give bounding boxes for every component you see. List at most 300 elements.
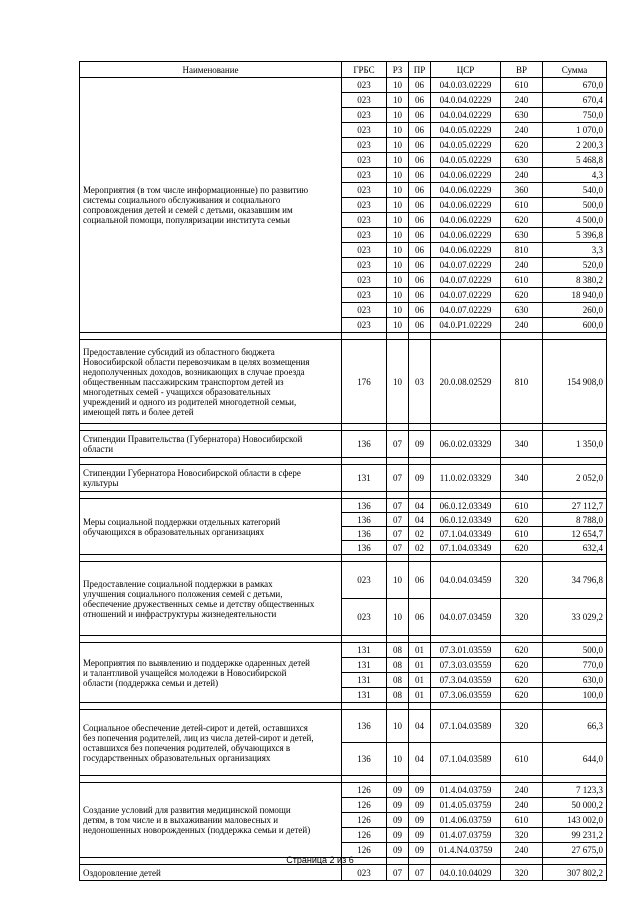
grbs-cell: 126 [342, 843, 387, 858]
separator-cell [409, 776, 431, 783]
separator-cell [431, 333, 501, 340]
separator-cell [501, 458, 543, 465]
sum-cell: 307 802,2 [543, 865, 607, 881]
rz-cell: 10 [387, 183, 409, 198]
vr-cell: 620 [501, 288, 543, 303]
pr-cell: 06 [409, 318, 431, 333]
csr-cell: 07.1.04.03589 [431, 743, 501, 776]
vr-cell: 240 [501, 798, 543, 813]
separator-cell [501, 776, 543, 783]
grbs-cell: 023 [342, 108, 387, 123]
rz-cell: 09 [387, 828, 409, 843]
grbs-cell: 023 [342, 258, 387, 273]
grbs-cell: 131 [342, 643, 387, 658]
grbs-cell: 176 [342, 340, 387, 424]
csr-cell: 04.0.04.03459 [431, 562, 501, 599]
pr-cell: 06 [409, 562, 431, 599]
rz-cell: 10 [387, 243, 409, 258]
pr-cell: 06 [409, 273, 431, 288]
grbs-cell: 023 [342, 228, 387, 243]
pr-cell: 01 [409, 673, 431, 688]
group-separator [80, 555, 607, 562]
rz-cell: 10 [387, 273, 409, 288]
grbs-cell: 126 [342, 798, 387, 813]
sum-cell: 8 788,0 [543, 513, 607, 527]
csr-cell: 04.0.06.02229 [431, 243, 501, 258]
table-row [80, 710, 607, 743]
vr-cell: 610 [501, 198, 543, 213]
separator-cell [543, 703, 607, 710]
separator-cell [342, 555, 387, 562]
vr-cell: 320 [501, 599, 543, 636]
rz-cell: 07 [387, 465, 409, 492]
rz-cell: 08 [387, 643, 409, 658]
csr-cell: 07.3.06.03559 [431, 688, 501, 703]
separator-cell [431, 703, 501, 710]
separator-cell [387, 636, 409, 643]
item-name: Предоставление социальной поддержки в рамках улучшения социального положения семей с детьми, обеспечение дружественных семье и детству общественных отношений и инфраструктуры жизнедеятельности [80, 562, 342, 636]
csr-cell: 04.0.06.02229 [431, 213, 501, 228]
sum-cell: 3,3 [543, 243, 607, 258]
pr-cell: 06 [409, 213, 431, 228]
item-name: Создание условий для развития медицинской помощи детям, в том числе и в выхаживании маловесных и недоношенных новорожденных (поддержка семьи и детей) [80, 783, 342, 858]
pr-cell: 06 [409, 138, 431, 153]
separator-cell [431, 636, 501, 643]
sum-cell: 644,0 [543, 743, 607, 776]
vr-cell: 240 [501, 123, 543, 138]
separator-cell [342, 492, 387, 499]
grbs-cell: 023 [342, 288, 387, 303]
header-csr: ЦСР [431, 62, 501, 78]
csr-cell: 20.0.08.02529 [431, 340, 501, 424]
separator-cell [387, 703, 409, 710]
table-row [80, 465, 607, 492]
vr-cell: 620 [501, 138, 543, 153]
table-row [80, 340, 607, 424]
item-name: Предоставление субсидий из областного бюджета Новосибирской области перевозчикам в целях возмещения недополученных доходов, возникающих в случае проезда общественным пассажирским транспортом детей из многодетных семей - учащихся образовательных учреждений и одного из родителей многодетной семьи, имеющей пять и более детей [80, 340, 342, 424]
sum-cell: 1 350,0 [543, 431, 607, 458]
separator-cell [387, 458, 409, 465]
sum-cell: 2 200,3 [543, 138, 607, 153]
separator-cell [543, 458, 607, 465]
csr-cell: 04.0.07.02229 [431, 288, 501, 303]
sum-cell: 50 000,2 [543, 798, 607, 813]
separator-cell [501, 333, 543, 340]
sum-cell: 632,4 [543, 541, 607, 555]
rz-cell: 10 [387, 153, 409, 168]
item-name: Стипендии Правительства (Губернатора) Новосибирской области [80, 431, 342, 458]
separator-cell [387, 424, 409, 431]
pr-cell: 01 [409, 688, 431, 703]
rz-cell: 08 [387, 688, 409, 703]
separator-cell [543, 424, 607, 431]
separator-cell [80, 776, 342, 783]
vr-cell: 360 [501, 183, 543, 198]
vr-cell: 630 [501, 153, 543, 168]
separator-cell [543, 636, 607, 643]
separator-cell [80, 424, 342, 431]
sum-cell: 500,0 [543, 198, 607, 213]
grbs-cell: 023 [342, 243, 387, 258]
separator-cell [80, 555, 342, 562]
table-row [80, 562, 607, 599]
sum-cell: 670,0 [543, 78, 607, 93]
pr-cell: 06 [409, 198, 431, 213]
csr-cell: 07.1.04.03349 [431, 527, 501, 541]
vr-cell: 240 [501, 843, 543, 858]
vr-cell: 810 [501, 243, 543, 258]
rz-cell: 09 [387, 798, 409, 813]
sum-cell: 670,4 [543, 93, 607, 108]
grbs-cell: 131 [342, 688, 387, 703]
pr-cell: 06 [409, 243, 431, 258]
group-separator [80, 424, 607, 431]
vr-cell: 320 [501, 828, 543, 843]
vr-cell: 340 [501, 431, 543, 458]
csr-cell: 04.0.P1.02229 [431, 318, 501, 333]
pr-cell: 09 [409, 813, 431, 828]
grbs-cell: 136 [342, 743, 387, 776]
item-name: Меры социальной поддержки отдельных категорий обучающихся в образовательных организациях [80, 499, 342, 555]
rz-cell: 07 [387, 865, 409, 881]
rz-cell: 09 [387, 843, 409, 858]
header-rz: РЗ [387, 62, 409, 78]
grbs-cell: 023 [342, 198, 387, 213]
csr-cell: 07.1.04.03589 [431, 710, 501, 743]
csr-cell: 04.0.03.02229 [431, 78, 501, 93]
grbs-cell: 126 [342, 783, 387, 798]
vr-cell: 630 [501, 108, 543, 123]
table-row [80, 78, 607, 93]
grbs-cell: 136 [342, 541, 387, 555]
table-row [80, 431, 607, 458]
pr-cell: 04 [409, 743, 431, 776]
grbs-cell: 131 [342, 465, 387, 492]
sum-cell: 1 070,0 [543, 123, 607, 138]
pr-cell: 01 [409, 658, 431, 673]
csr-cell: 04.0.07.03459 [431, 599, 501, 636]
csr-cell: 01.4.N4.03759 [431, 843, 501, 858]
rz-cell: 10 [387, 340, 409, 424]
csr-cell: 07.3.03.03559 [431, 658, 501, 673]
grbs-cell: 023 [342, 865, 387, 881]
sum-cell: 770,0 [543, 658, 607, 673]
item-name: Социальное обеспечение детей-сирот и детей, оставшихся без попечения родителей, лиц из числа детей-сирот и детей, оставшихся без попечения родителей, обучающихся в государственных образовательных организациях [80, 710, 342, 776]
csr-cell: 04.0.06.02229 [431, 168, 501, 183]
sum-cell: 500,0 [543, 643, 607, 658]
rz-cell: 10 [387, 228, 409, 243]
vr-cell: 240 [501, 93, 543, 108]
pr-cell: 07 [409, 865, 431, 881]
vr-cell: 610 [501, 527, 543, 541]
separator-cell [543, 333, 607, 340]
table-header-row [80, 62, 607, 78]
group-separator [80, 636, 607, 643]
sum-cell: 100,0 [543, 688, 607, 703]
rz-cell: 09 [387, 813, 409, 828]
sum-cell: 143 002,0 [543, 813, 607, 828]
separator-cell [409, 333, 431, 340]
rz-cell: 07 [387, 513, 409, 527]
vr-cell: 620 [501, 673, 543, 688]
sum-cell: 5 396,8 [543, 228, 607, 243]
csr-cell: 04.0.05.02229 [431, 153, 501, 168]
rz-cell: 10 [387, 108, 409, 123]
rz-cell: 10 [387, 318, 409, 333]
header-vr: ВР [501, 62, 543, 78]
vr-cell: 620 [501, 658, 543, 673]
page-number: Страница 2 из 6 [286, 855, 354, 865]
csr-cell: 06.0.02.03329 [431, 431, 501, 458]
table-row [80, 499, 607, 513]
rz-cell: 08 [387, 658, 409, 673]
grbs-cell: 023 [342, 303, 387, 318]
separator-cell [431, 555, 501, 562]
separator-cell [80, 333, 342, 340]
vr-cell: 240 [501, 783, 543, 798]
separator-cell [342, 333, 387, 340]
sum-cell: 4 500,0 [543, 213, 607, 228]
grbs-cell: 023 [342, 93, 387, 108]
pr-cell: 06 [409, 288, 431, 303]
csr-cell: 04.0.04.02229 [431, 108, 501, 123]
pr-cell: 09 [409, 843, 431, 858]
vr-cell: 610 [501, 813, 543, 828]
grbs-cell: 131 [342, 673, 387, 688]
table-row [80, 783, 607, 798]
csr-cell: 06.0.12.03349 [431, 513, 501, 527]
rz-cell: 10 [387, 743, 409, 776]
csr-cell: 01.4.06.03759 [431, 813, 501, 828]
rz-cell: 10 [387, 213, 409, 228]
sum-cell: 4,3 [543, 168, 607, 183]
sum-cell: 630,0 [543, 673, 607, 688]
pr-cell: 09 [409, 783, 431, 798]
vr-cell: 340 [501, 465, 543, 492]
rz-cell: 10 [387, 93, 409, 108]
grbs-cell: 023 [342, 153, 387, 168]
grbs-cell: 131 [342, 658, 387, 673]
separator-cell [409, 636, 431, 643]
vr-cell: 320 [501, 710, 543, 743]
rz-cell: 08 [387, 673, 409, 688]
pr-cell: 06 [409, 93, 431, 108]
group-separator [80, 776, 607, 783]
separator-cell [501, 555, 543, 562]
rz-cell: 09 [387, 783, 409, 798]
csr-cell: 07.1.04.03349 [431, 541, 501, 555]
csr-cell: 06.0.12.03349 [431, 499, 501, 513]
item-name: Стипендии Губернатора Новосибирской области в сфере культуры [80, 465, 342, 492]
grbs-cell: 136 [342, 513, 387, 527]
sum-cell: 27 112,7 [543, 499, 607, 513]
item-name: Мероприятия (в том числе информационные) по развитию системы социального обслуживания и социального сопровождения детей и семей с детьми, оказавшим им социальной помощи, популяризации института семьи [80, 78, 342, 333]
budget-table [79, 61, 607, 881]
vr-cell: 610 [501, 78, 543, 93]
pr-cell: 02 [409, 527, 431, 541]
vr-cell: 630 [501, 303, 543, 318]
separator-cell [431, 458, 501, 465]
pr-cell: 02 [409, 541, 431, 555]
sum-cell: 154 908,0 [543, 340, 607, 424]
csr-cell: 01.4.05.03759 [431, 798, 501, 813]
separator-cell [387, 492, 409, 499]
separator-cell [409, 424, 431, 431]
pr-cell: 09 [409, 828, 431, 843]
pr-cell: 04 [409, 499, 431, 513]
separator-cell [80, 458, 342, 465]
sum-cell: 750,0 [543, 108, 607, 123]
sum-cell: 66,3 [543, 710, 607, 743]
pr-cell: 06 [409, 168, 431, 183]
rz-cell: 10 [387, 258, 409, 273]
separator-cell [387, 333, 409, 340]
header-name: Наименование [80, 62, 342, 78]
grbs-cell: 126 [342, 828, 387, 843]
grbs-cell: 136 [342, 710, 387, 743]
separator-cell [342, 636, 387, 643]
separator-cell [431, 776, 501, 783]
csr-cell: 01.4.04.03759 [431, 783, 501, 798]
csr-cell: 01.4.07.03759 [431, 828, 501, 843]
sum-cell: 540,0 [543, 183, 607, 198]
header-pr: ПР [409, 62, 431, 78]
rz-cell: 07 [387, 541, 409, 555]
vr-cell: 240 [501, 168, 543, 183]
separator-cell [501, 424, 543, 431]
sum-cell: 8 380,2 [543, 273, 607, 288]
rz-cell: 07 [387, 527, 409, 541]
sum-cell: 34 796,8 [543, 562, 607, 599]
rz-cell: 07 [387, 499, 409, 513]
csr-cell: 04.0.05.02229 [431, 138, 501, 153]
pr-cell: 04 [409, 710, 431, 743]
item-name: Мероприятия по выявлению и поддержке одаренных детей и талантливой учащейся молодежи в Новосибирской области (поддержка семьи и детей) [80, 643, 342, 703]
sum-cell: 12 654,7 [543, 527, 607, 541]
csr-cell: 07.3.04.03559 [431, 673, 501, 688]
grbs-cell: 136 [342, 499, 387, 513]
sum-cell: 33 029,2 [543, 599, 607, 636]
pr-cell: 06 [409, 153, 431, 168]
pr-cell: 06 [409, 228, 431, 243]
vr-cell: 620 [501, 513, 543, 527]
separator-cell [543, 776, 607, 783]
rz-cell: 10 [387, 198, 409, 213]
item-name: Оздоровление детей [80, 865, 342, 881]
pr-cell: 09 [409, 431, 431, 458]
vr-cell: 610 [501, 273, 543, 288]
grbs-cell: 126 [342, 813, 387, 828]
rz-cell: 10 [387, 168, 409, 183]
csr-cell: 04.0.06.02229 [431, 183, 501, 198]
vr-cell: 610 [501, 499, 543, 513]
pr-cell: 06 [409, 599, 431, 636]
rz-cell: 10 [387, 599, 409, 636]
grbs-cell: 023 [342, 318, 387, 333]
table-row [80, 865, 607, 881]
vr-cell: 240 [501, 318, 543, 333]
separator-cell [543, 555, 607, 562]
sum-cell: 27 675,0 [543, 843, 607, 858]
rz-cell: 10 [387, 303, 409, 318]
grbs-cell: 023 [342, 78, 387, 93]
rz-cell: 10 [387, 562, 409, 599]
vr-cell: 630 [501, 228, 543, 243]
csr-cell: 04.0.07.02229 [431, 303, 501, 318]
separator-cell [409, 458, 431, 465]
separator-cell [342, 703, 387, 710]
separator-cell [80, 636, 342, 643]
pr-cell: 04 [409, 513, 431, 527]
rz-cell: 10 [387, 138, 409, 153]
vr-cell: 620 [501, 688, 543, 703]
vr-cell: 810 [501, 340, 543, 424]
separator-cell [409, 492, 431, 499]
rz-cell: 10 [387, 78, 409, 93]
header-sum: Сумма [543, 62, 607, 78]
table-body [80, 78, 607, 881]
rz-cell: 07 [387, 431, 409, 458]
separator-cell [431, 492, 501, 499]
pr-cell: 06 [409, 183, 431, 198]
vr-cell: 620 [501, 643, 543, 658]
sum-cell: 7 123,3 [543, 783, 607, 798]
separator-cell [543, 492, 607, 499]
grbs-cell: 136 [342, 527, 387, 541]
csr-cell: 04.0.06.02229 [431, 198, 501, 213]
grbs-cell: 136 [342, 431, 387, 458]
separator-cell [387, 555, 409, 562]
pr-cell: 09 [409, 465, 431, 492]
separator-cell [501, 636, 543, 643]
separator-cell [409, 555, 431, 562]
grbs-cell: 023 [342, 562, 387, 599]
separator-cell [80, 703, 342, 710]
vr-cell: 620 [501, 541, 543, 555]
sum-cell: 18 940,0 [543, 288, 607, 303]
pr-cell: 01 [409, 643, 431, 658]
sum-cell: 2 052,0 [543, 465, 607, 492]
csr-cell: 04.0.06.02229 [431, 228, 501, 243]
pr-cell: 06 [409, 303, 431, 318]
pr-cell: 09 [409, 798, 431, 813]
separator-cell [342, 776, 387, 783]
csr-cell: 04.0.07.02229 [431, 258, 501, 273]
vr-cell: 320 [501, 865, 543, 881]
rz-cell: 10 [387, 710, 409, 743]
table-row [80, 643, 607, 658]
pr-cell: 06 [409, 258, 431, 273]
grbs-cell: 023 [342, 183, 387, 198]
csr-cell: 04.0.04.02229 [431, 93, 501, 108]
separator-cell [501, 492, 543, 499]
csr-cell: 04.0.05.02229 [431, 123, 501, 138]
separator-cell [501, 703, 543, 710]
sum-cell: 520,0 [543, 258, 607, 273]
separator-cell [431, 424, 501, 431]
separator-cell [342, 424, 387, 431]
csr-cell: 04.0.10.04029 [431, 865, 501, 881]
pr-cell: 06 [409, 123, 431, 138]
grbs-cell: 023 [342, 599, 387, 636]
pr-cell: 06 [409, 108, 431, 123]
group-separator [80, 703, 607, 710]
csr-cell: 04.0.07.02229 [431, 273, 501, 288]
grbs-cell: 023 [342, 273, 387, 288]
header-grbs: ГРБС [342, 62, 387, 78]
rz-cell: 10 [387, 288, 409, 303]
rz-cell: 10 [387, 123, 409, 138]
